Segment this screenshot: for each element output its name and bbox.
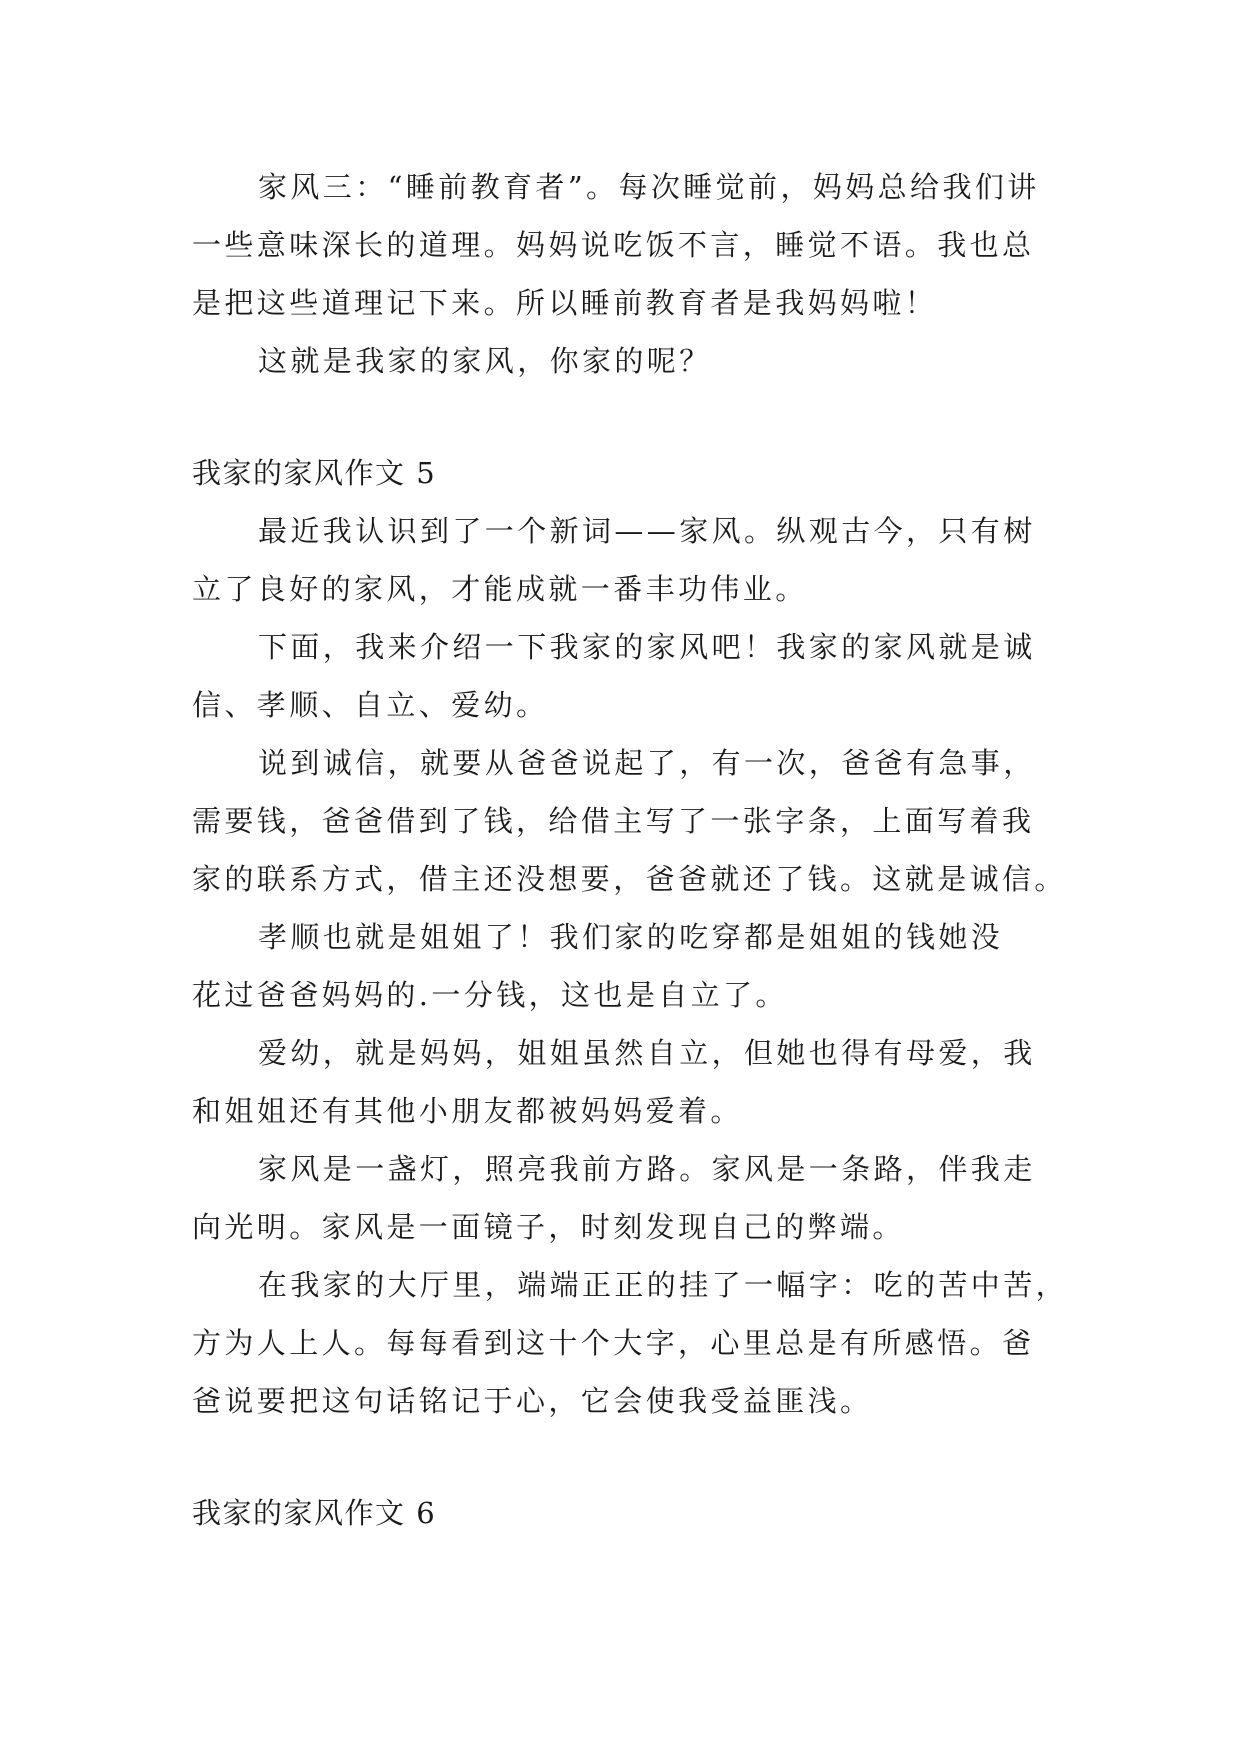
- text-line: 一些意味深长的道理。妈妈说吃饭不言，睡觉不语。我也总: [192, 228, 1035, 262]
- text-line: 需要钱，爸爸借到了钱，给借主写了一张字条，上面写着我: [192, 804, 1035, 838]
- text-line: 说到诚信，就要从爸爸说起了，有一次，爸爸有急事，: [258, 746, 1036, 780]
- text-line: 这就是我家的家风，你家的呢？: [258, 344, 712, 378]
- document-body: [192, 158, 1069, 1542]
- paragraph: [192, 908, 1057, 1024]
- paragraph: [192, 158, 1057, 332]
- section-heading: 我家的家风作文 5: [192, 456, 437, 490]
- paragraph: [192, 618, 1057, 734]
- text-line: 是把这些道理记下来。所以睡前教育者是我妈妈啦！: [192, 286, 938, 320]
- paragraph: [192, 1024, 1057, 1140]
- paragraph: [192, 332, 1057, 390]
- text-line: 家风三：“睡前教育者”。每次睡觉前，妈妈总给我们讲: [258, 170, 1040, 204]
- text-line: 方为人上人。每每看到这十个大字，心里总是有所感悟。爸: [192, 1326, 1035, 1360]
- text-line: 下面，我来介绍一下我家的家风吧！我家的家风就是诚: [258, 630, 1036, 664]
- text-line: 在我家的大厅里，端端正正的挂了一幅字：吃的苦中苦，: [258, 1268, 1069, 1302]
- text-line: 信、孝顺、自立、爱幼。: [192, 688, 549, 722]
- section-heading: 我家的家风作文 6: [192, 1496, 437, 1530]
- text-line: 爱幼，就是妈妈，姐姐虽然自立，但她也得有母爱，我: [258, 1036, 1036, 1070]
- text-line: 立了良好的家风，才能成就一番丰功伟业。: [192, 572, 808, 606]
- paragraph: [192, 502, 1057, 618]
- paragraph: [192, 734, 1067, 908]
- text-line: 花过爸爸妈妈的.一分钱，这也是自立了。: [192, 978, 788, 1012]
- text-line: 家风是一盏灯，照亮我前方路。家风是一条路，伴我走: [258, 1152, 1036, 1186]
- text-line: 家的联系方式，借主还没想要，爸爸就还了钱。这就是诚信。: [192, 862, 1067, 896]
- text-line: 孝顺也就是姐姐了！我们家的吃穿都是姐姐的钱她没: [258, 920, 1004, 954]
- text-line: 和姐姐还有其他小朋友都被妈妈爱着。: [192, 1094, 743, 1128]
- paragraph: [192, 1256, 1069, 1430]
- paragraph: [192, 1140, 1057, 1256]
- text-line: 爸说要把这句话铭记于心，它会使我受益匪浅。: [192, 1384, 873, 1418]
- text-line: 向光明。家风是一面镜子，时刻发现自己的弊端。: [192, 1210, 905, 1244]
- text-line: 最近我认识到了一个新词——家风。纵观古今，只有树: [258, 514, 1036, 548]
